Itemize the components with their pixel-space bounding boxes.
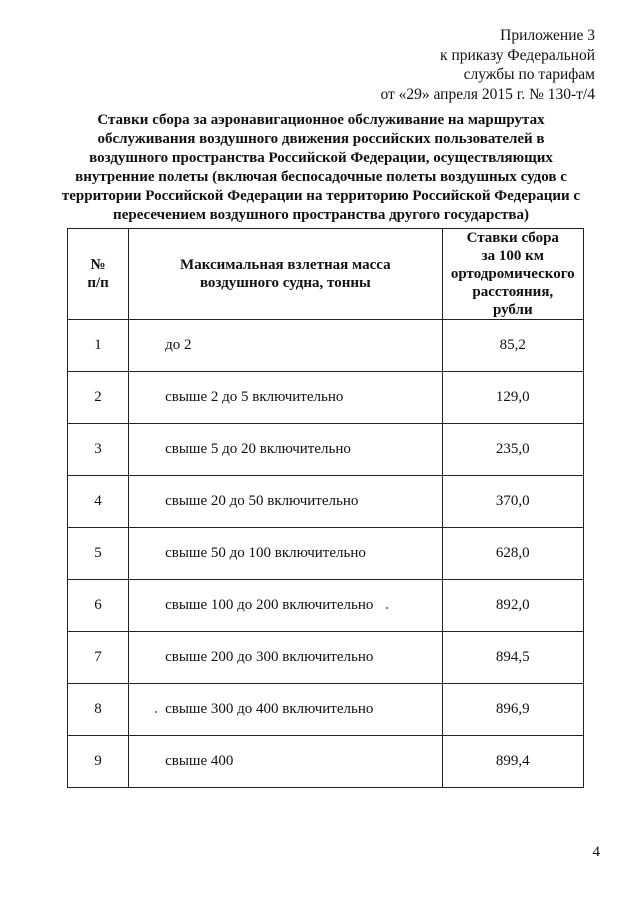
page-number: 4 <box>592 844 600 860</box>
row-num: 5 <box>68 528 129 580</box>
table-row <box>68 424 584 476</box>
scan-speck <box>155 711 157 713</box>
row-num: 2 <box>68 372 129 424</box>
row-mass: до 2 <box>129 320 442 372</box>
header-num-line: № <box>90 257 106 273</box>
row-mass: свыше 20 до 50 включительно <box>129 476 442 528</box>
row-rate: 896,9 <box>442 684 583 736</box>
header-rate <box>442 229 583 320</box>
header-mass-line: воздушного судна, тонны <box>199 275 371 291</box>
table-row <box>68 372 584 424</box>
title-line: воздушного пространства Российской Федерации, осуществляющих <box>89 150 553 166</box>
header-rate-line: Ставки сбора <box>466 230 559 246</box>
row-num: 4 <box>68 476 129 528</box>
row-rate: 129,0 <box>442 372 583 424</box>
row-rate: 628,0 <box>442 528 583 580</box>
row-num: 9 <box>68 736 129 788</box>
table-row <box>68 632 584 684</box>
row-num: 3 <box>68 424 129 476</box>
header-rate-line: за 100 км <box>481 248 544 264</box>
title-line: Ставки сбора за аэронавигационное обслуживание на маршрутах <box>97 112 545 128</box>
appendix-header <box>380 26 595 104</box>
row-mass: свыше 100 до 200 включительно <box>129 580 442 632</box>
header-rate-line: рубли <box>492 302 533 318</box>
row-rate: 235,0 <box>442 424 583 476</box>
appendix-line: к приказу Федеральной <box>440 46 595 64</box>
row-mass: свыше 2 до 5 включительно <box>129 372 442 424</box>
appendix-line: службы по тарифам <box>463 66 595 83</box>
row-mass: свыше 400 <box>129 736 442 788</box>
row-num: 6 <box>68 580 129 632</box>
row-num: 7 <box>68 632 129 684</box>
header-rate-line: ортодромического <box>450 266 575 282</box>
scan-speck <box>386 607 388 609</box>
appendix-line: Приложение 3 <box>500 27 595 44</box>
header-num-line: п/п <box>87 275 109 291</box>
rates-table <box>67 228 584 788</box>
table-row <box>68 528 584 580</box>
row-mass: свыше 5 до 20 включительно <box>129 424 442 476</box>
title-line: внутренние полеты (включая беспосадочные полеты воздушных судов с <box>75 169 567 185</box>
table-row <box>68 320 584 372</box>
row-rate: 899,4 <box>442 736 583 788</box>
title-line: обслуживания воздушного движения российских пользователей в <box>97 131 545 147</box>
table-row <box>68 684 584 736</box>
row-num: 8 <box>68 684 129 736</box>
row-mass: свыше 50 до 100 включительно <box>129 528 442 580</box>
header-rate-line: расстояния, <box>472 284 554 300</box>
table-header-row <box>68 229 584 320</box>
row-rate: 85,2 <box>442 320 583 372</box>
table-row <box>68 476 584 528</box>
document-title <box>60 111 582 225</box>
appendix-line: от «29» апреля 2015 г. № 130-т/4 <box>380 85 595 103</box>
header-mass-line: Максимальная взлетная масса <box>180 257 391 273</box>
table-row <box>68 736 584 788</box>
header-num <box>68 229 129 320</box>
row-rate: 894,5 <box>442 632 583 684</box>
row-num: 1 <box>68 320 129 372</box>
title-line: пересечением воздушного пространства другого государства) <box>113 207 529 223</box>
row-rate: 892,0 <box>442 580 583 632</box>
header-mass <box>129 229 442 320</box>
row-mass: свыше 300 до 400 включительно <box>129 684 442 736</box>
title-line: территории Российской Федерации на территорию Российской Федерации с <box>61 188 581 204</box>
row-mass: свыше 200 до 300 включительно <box>129 632 442 684</box>
table-row <box>68 580 584 632</box>
row-rate: 370,0 <box>442 476 583 528</box>
